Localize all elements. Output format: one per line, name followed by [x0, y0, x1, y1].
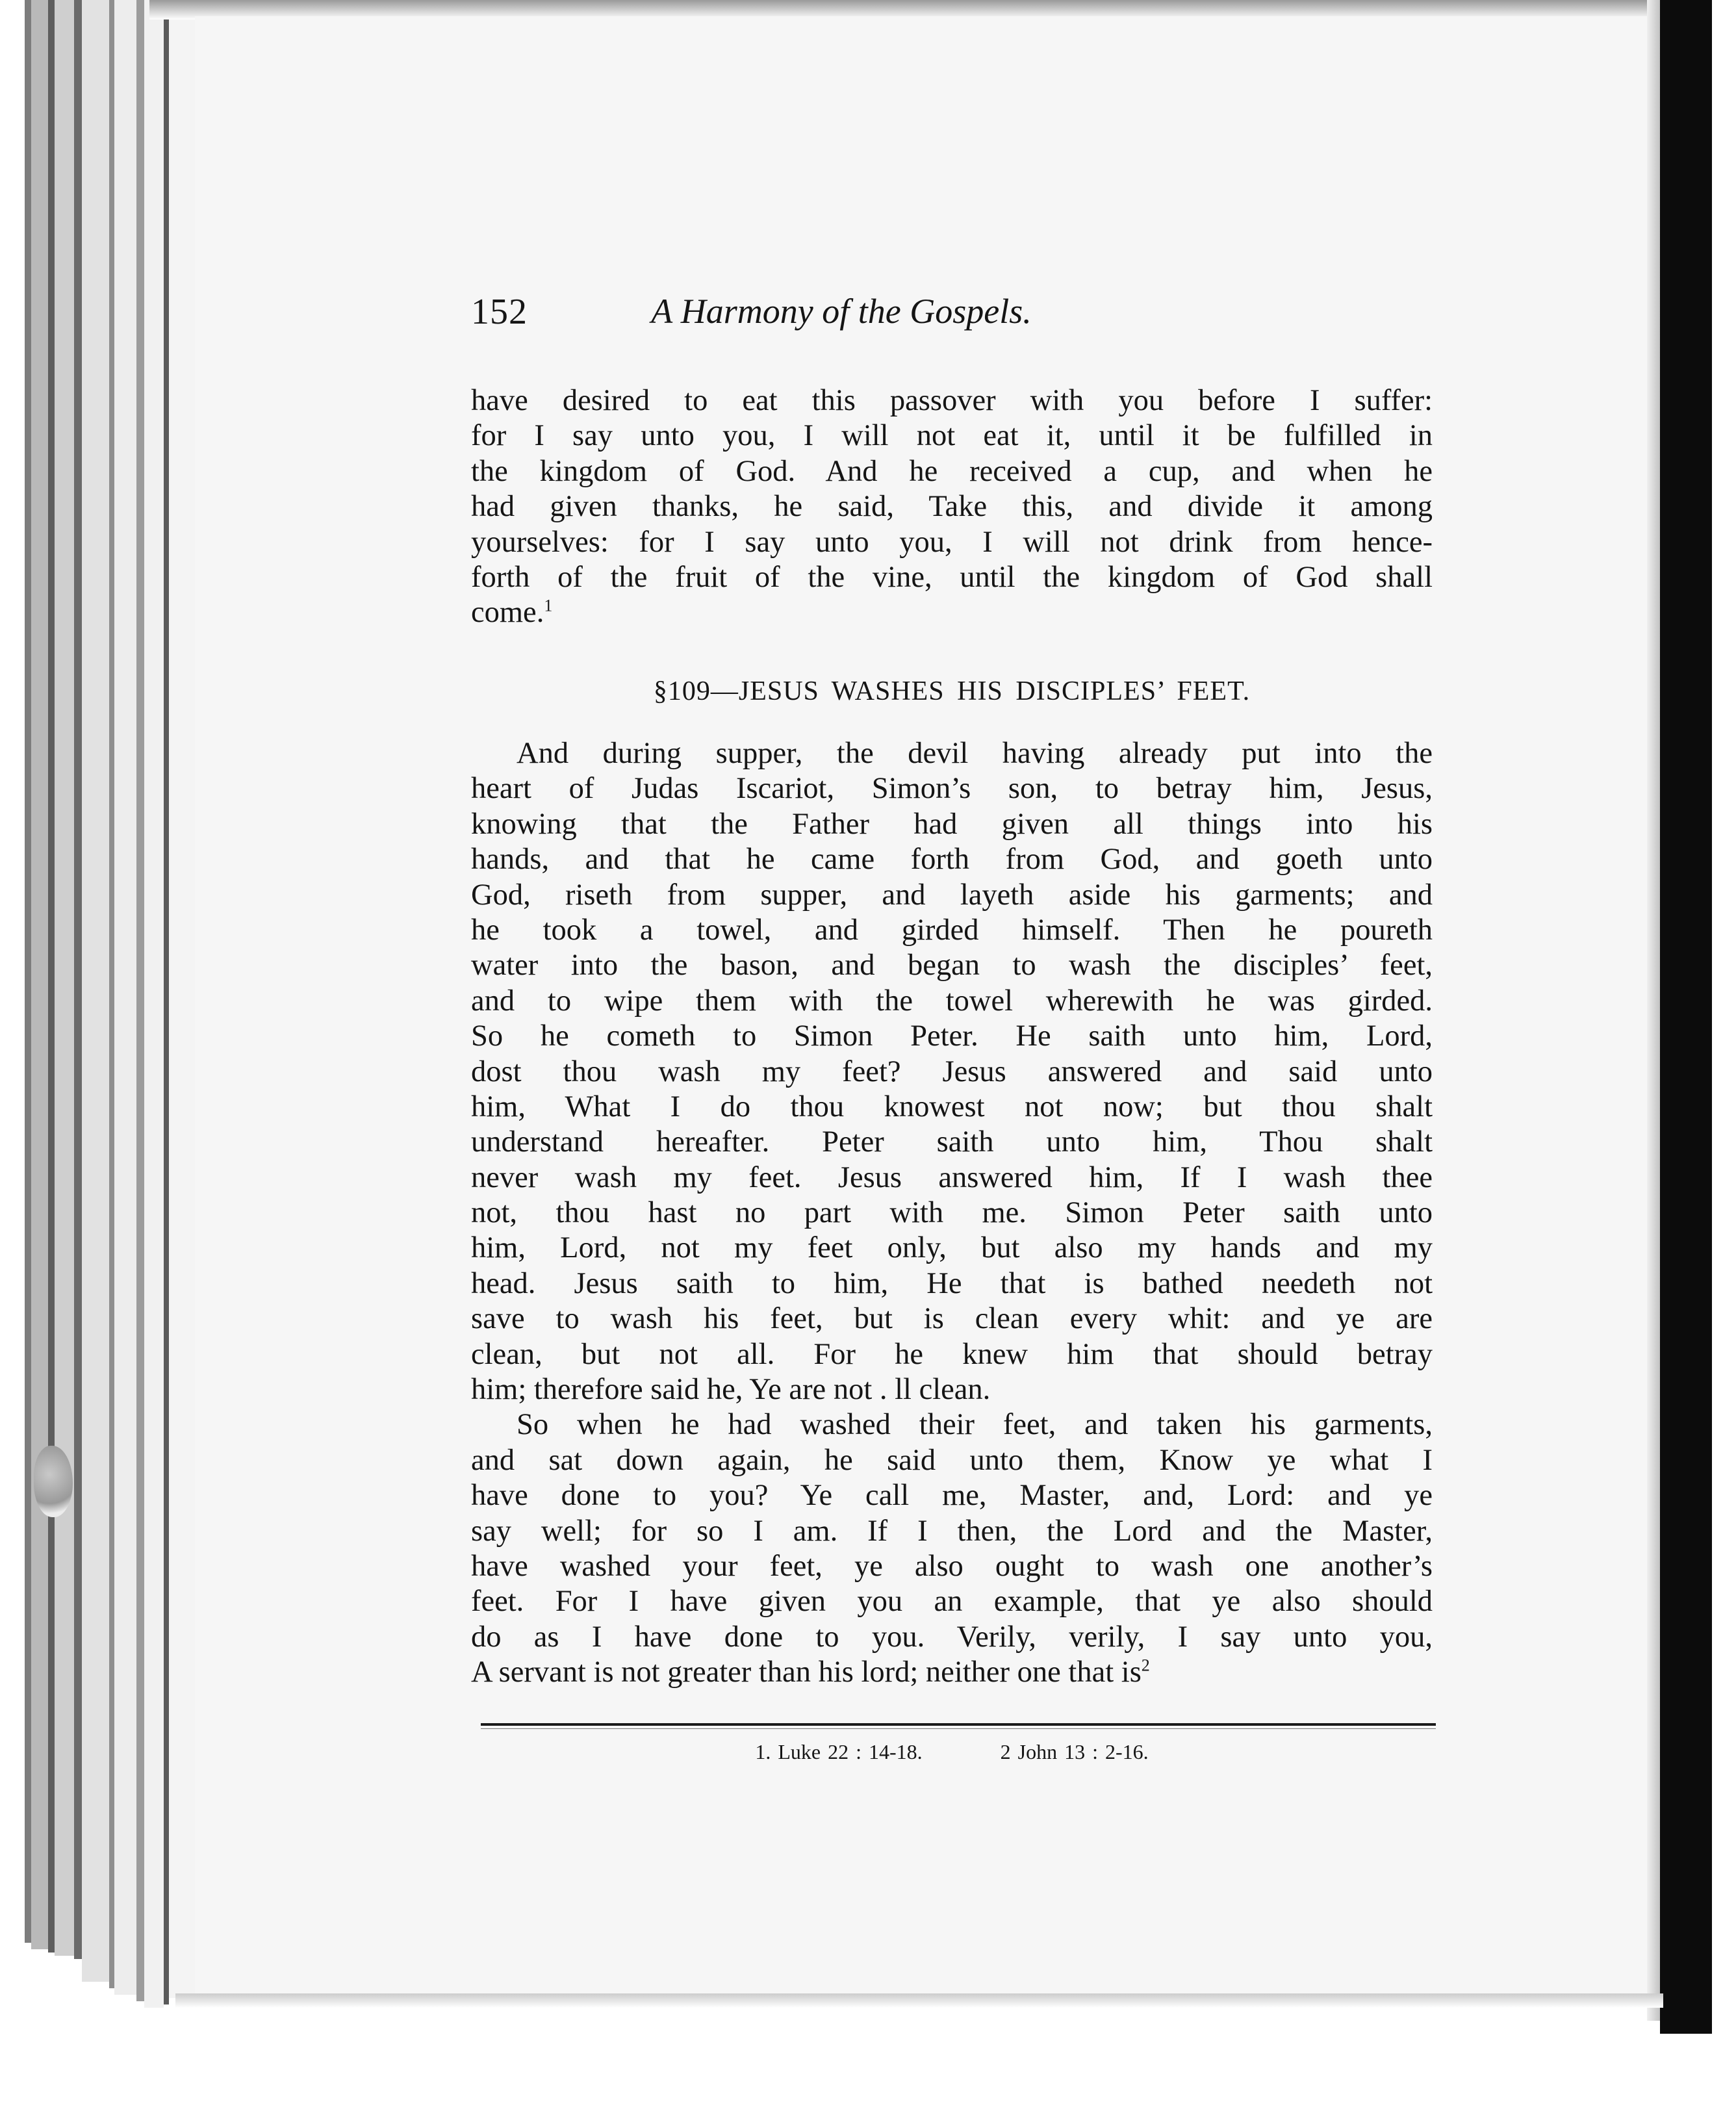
text-line: save to wash his feet, but is clean every whit: and ye are	[471, 1302, 1433, 1336]
passage-luke	[471, 383, 1433, 631]
page-bottom-shadow	[175, 1993, 1663, 2008]
text-line: the kingdom of God. And he received a cup, and when he	[471, 454, 1433, 488]
text-line: and sat down again, he said unto them, Know ye what I	[471, 1443, 1433, 1477]
section-heading: §109—JESUS WASHES HIS DISCIPLES’ FEET.	[653, 676, 1251, 706]
text-line: clean, but not all. For he knew him that should betray	[471, 1337, 1433, 1371]
text-line-last	[471, 595, 1433, 630]
footnote-2: 2 John 13 : 2-16.	[1000, 1740, 1149, 1763]
text-line: So when he had washed their feet, and taken his garments,	[517, 1408, 1433, 1442]
text-line: heart of Judas Iscariot, Simon’s son, to betray him, Jesus,	[471, 772, 1433, 806]
text-line: and to wipe them with the towel wherewith he was girded.	[471, 984, 1433, 1018]
text-line: for I say unto you, I will not eat it, until it be fulfilled in	[471, 419, 1433, 453]
page-edge-stack	[0, 0, 195, 2126]
text-line: have done to you? Ye call me, Master, and, Lord: and ye	[471, 1479, 1433, 1513]
text-line: have washed your feet, ye also ought to wash one another’s	[471, 1549, 1433, 1583]
text-line: him; therefore said he, Ye are not . ll clean.	[471, 1373, 991, 1407]
text-line: dost thou wash my feet? Jesus answered and said unto	[471, 1055, 1433, 1088]
text-line: say well; for so I am. If I then, the Lord and the Master,	[471, 1514, 1433, 1548]
footnote-rule	[481, 1723, 1436, 1726]
passage-john	[471, 736, 1433, 1691]
text-line: forth of the fruit of the vine, until the kingdom of God shall	[471, 560, 1433, 594]
footnote-1: 1. Luke 22 : 14-18.	[755, 1740, 923, 1763]
book-binding-edge	[1660, 0, 1712, 2034]
page-number: 152	[471, 292, 528, 332]
text-line: feet. For I have given you an example, that ye also should	[471, 1585, 1433, 1619]
text-line: yourselves: for I say unto you, I will not drink from hence-	[471, 525, 1433, 559]
text-line: understand hereafter. Peter saith unto him, Thou shalt	[471, 1125, 1433, 1159]
text-line: him, Lord, not my feet only, but also my hands and my	[471, 1231, 1433, 1265]
text-line: So he cometh to Simon Peter. He saith unto him, Lord,	[471, 1019, 1433, 1053]
text-line: God, riseth from supper, and layeth aside his garments; and	[471, 878, 1433, 912]
text-line: he took a towel, and girded himself. Then he poureth	[471, 913, 1433, 947]
paper-smudge	[34, 1446, 73, 1517]
text-line: water into the bason, and began to wash the disciples’ feet,	[471, 949, 1433, 982]
page-right-gutter	[1647, 0, 1661, 2021]
text-line: come.	[471, 596, 544, 630]
text-line: do as I have done to you. Verily, verily, I say unto you,	[471, 1620, 1433, 1654]
text-line: head. Jesus saith to him, He that is bathed needeth not	[471, 1266, 1433, 1300]
text-line: not, thou hast no part with me. Simon Peter saith unto	[471, 1196, 1433, 1230]
text-line-last	[471, 1655, 1433, 1690]
text-line: hands, and that he came forth from God, and goeth unto	[471, 843, 1433, 877]
running-title: A Harmony of the Gospels.	[651, 292, 1032, 331]
text-line: him, What I do thou knowest not now; but thou shalt	[471, 1090, 1433, 1123]
footnotes	[471, 1740, 1433, 1764]
text-line: knowing that the Father had given all things into his	[471, 807, 1433, 841]
text-line: never wash my feet. Jesus answered him, If I wash thee	[471, 1160, 1433, 1194]
footnote-marker: 1	[544, 596, 553, 615]
footnote-marker: 2	[1141, 1656, 1150, 1675]
text-line: And during supper, the devil having already put into the	[517, 737, 1433, 770]
running-header	[471, 291, 1212, 350]
text-line: have desired to eat this passover with you before I suffer:	[471, 384, 1433, 417]
text-line: A servant is not greater than his lord; neither one that is	[471, 1656, 1142, 1689]
footnote-rule-shadow	[481, 1728, 1436, 1729]
text-line: had given thanks, he said, Take this, and divide it among	[471, 490, 1433, 524]
